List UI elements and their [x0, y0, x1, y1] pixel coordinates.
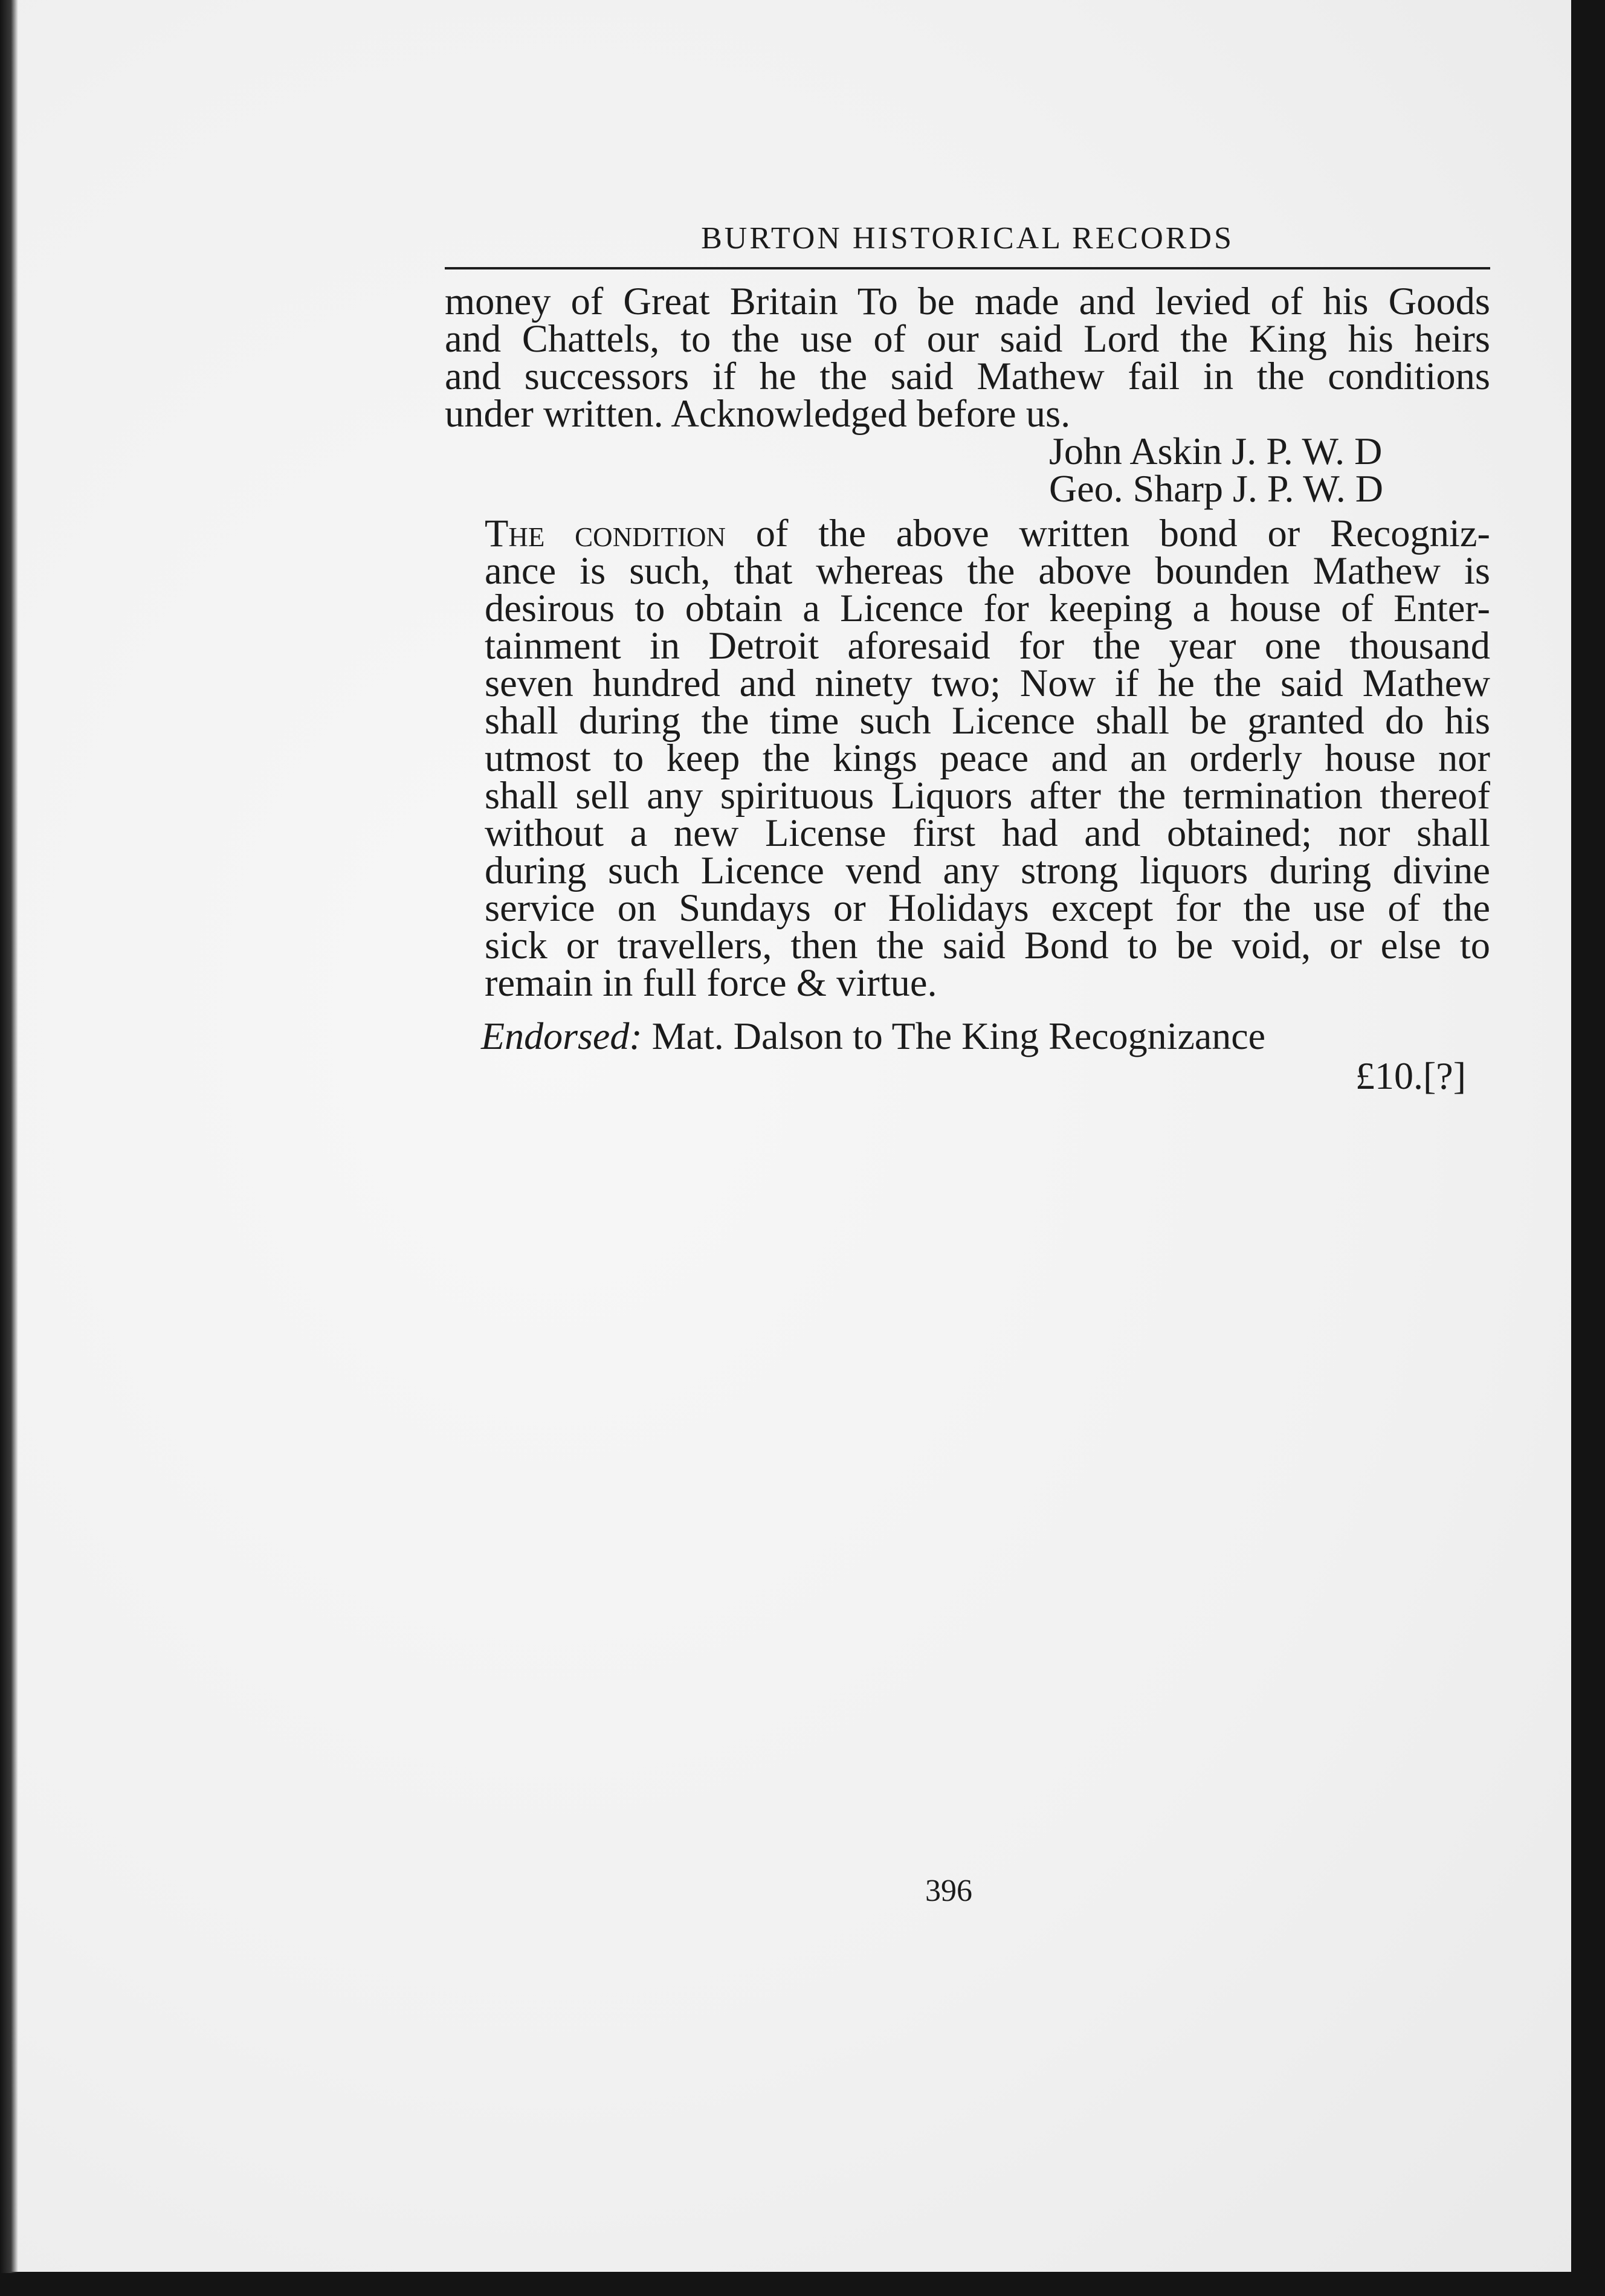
page-gutter-shadow [0, 0, 18, 2296]
condition-first-line: of the above written bond or Recogniz- [726, 512, 1490, 555]
bond-paragraph [445, 280, 1490, 435]
endorsement [445, 1014, 1490, 1057]
page-bottom-edge [0, 2273, 1605, 2296]
text-line: during such Licence vend any strong liquors during divine [485, 849, 1490, 892]
text-line: desirous to obtain a Licence for keeping a house of Enter- [485, 587, 1490, 630]
text-line: and Chattels, to the use of our said Lord the King his heirs [445, 317, 1490, 360]
text-line: remain in full force & virtue. [485, 961, 937, 1004]
text-line: and successors if he the said Mathew fail in the conditions [445, 355, 1490, 398]
text-line: shall during the time such Licence shall be granted do his [485, 699, 1490, 742]
text-line: shall sell any spirituous Liquors after the termination thereof [485, 774, 1490, 817]
signature-sharp: Geo. Sharp J. P. W. D [1049, 467, 1383, 510]
condition-paragraph [445, 512, 1490, 1004]
text-line: tainment in Detroit aforesaid for the year one thousand [485, 624, 1490, 667]
text-line: money of Great Britain To be made and levied of his Goods [445, 280, 1490, 323]
page-right-edge [1571, 0, 1605, 2296]
text-line: ance is such, that whereas the above bounden Mathew is [485, 549, 1490, 592]
text-line: without a new License first had and obtained; nor shall [485, 811, 1490, 854]
recognizance-amount: £10.[?] [1355, 1054, 1466, 1097]
text-line: service on Sundays or Holidays except for the use of the [485, 886, 1490, 929]
text-line: seven hundred and ninety two; Now if he the said Mathew [485, 662, 1490, 705]
text-block [445, 218, 1490, 1097]
running-head: BURTON HISTORICAL RECORDS [701, 221, 1234, 256]
header-rule [445, 267, 1490, 269]
text-line: sick or travellers, then the said Bond to be void, or else to [485, 924, 1490, 967]
signature-askin: John Askin J. P. W. D [1049, 430, 1383, 472]
page-number: 396 [925, 1874, 972, 1908]
endorsement-label: Endorsed: [481, 1014, 642, 1057]
condition-lead-in: The condition [485, 512, 726, 555]
text-line: utmost to keep the kings peace and an orderly house nor [485, 737, 1490, 779]
text-line: under written. Acknowledged before us. [445, 392, 1071, 435]
text-line [445, 512, 1490, 555]
endorsement-text: Mat. Dalson to The King Recognizance [642, 1014, 1266, 1057]
